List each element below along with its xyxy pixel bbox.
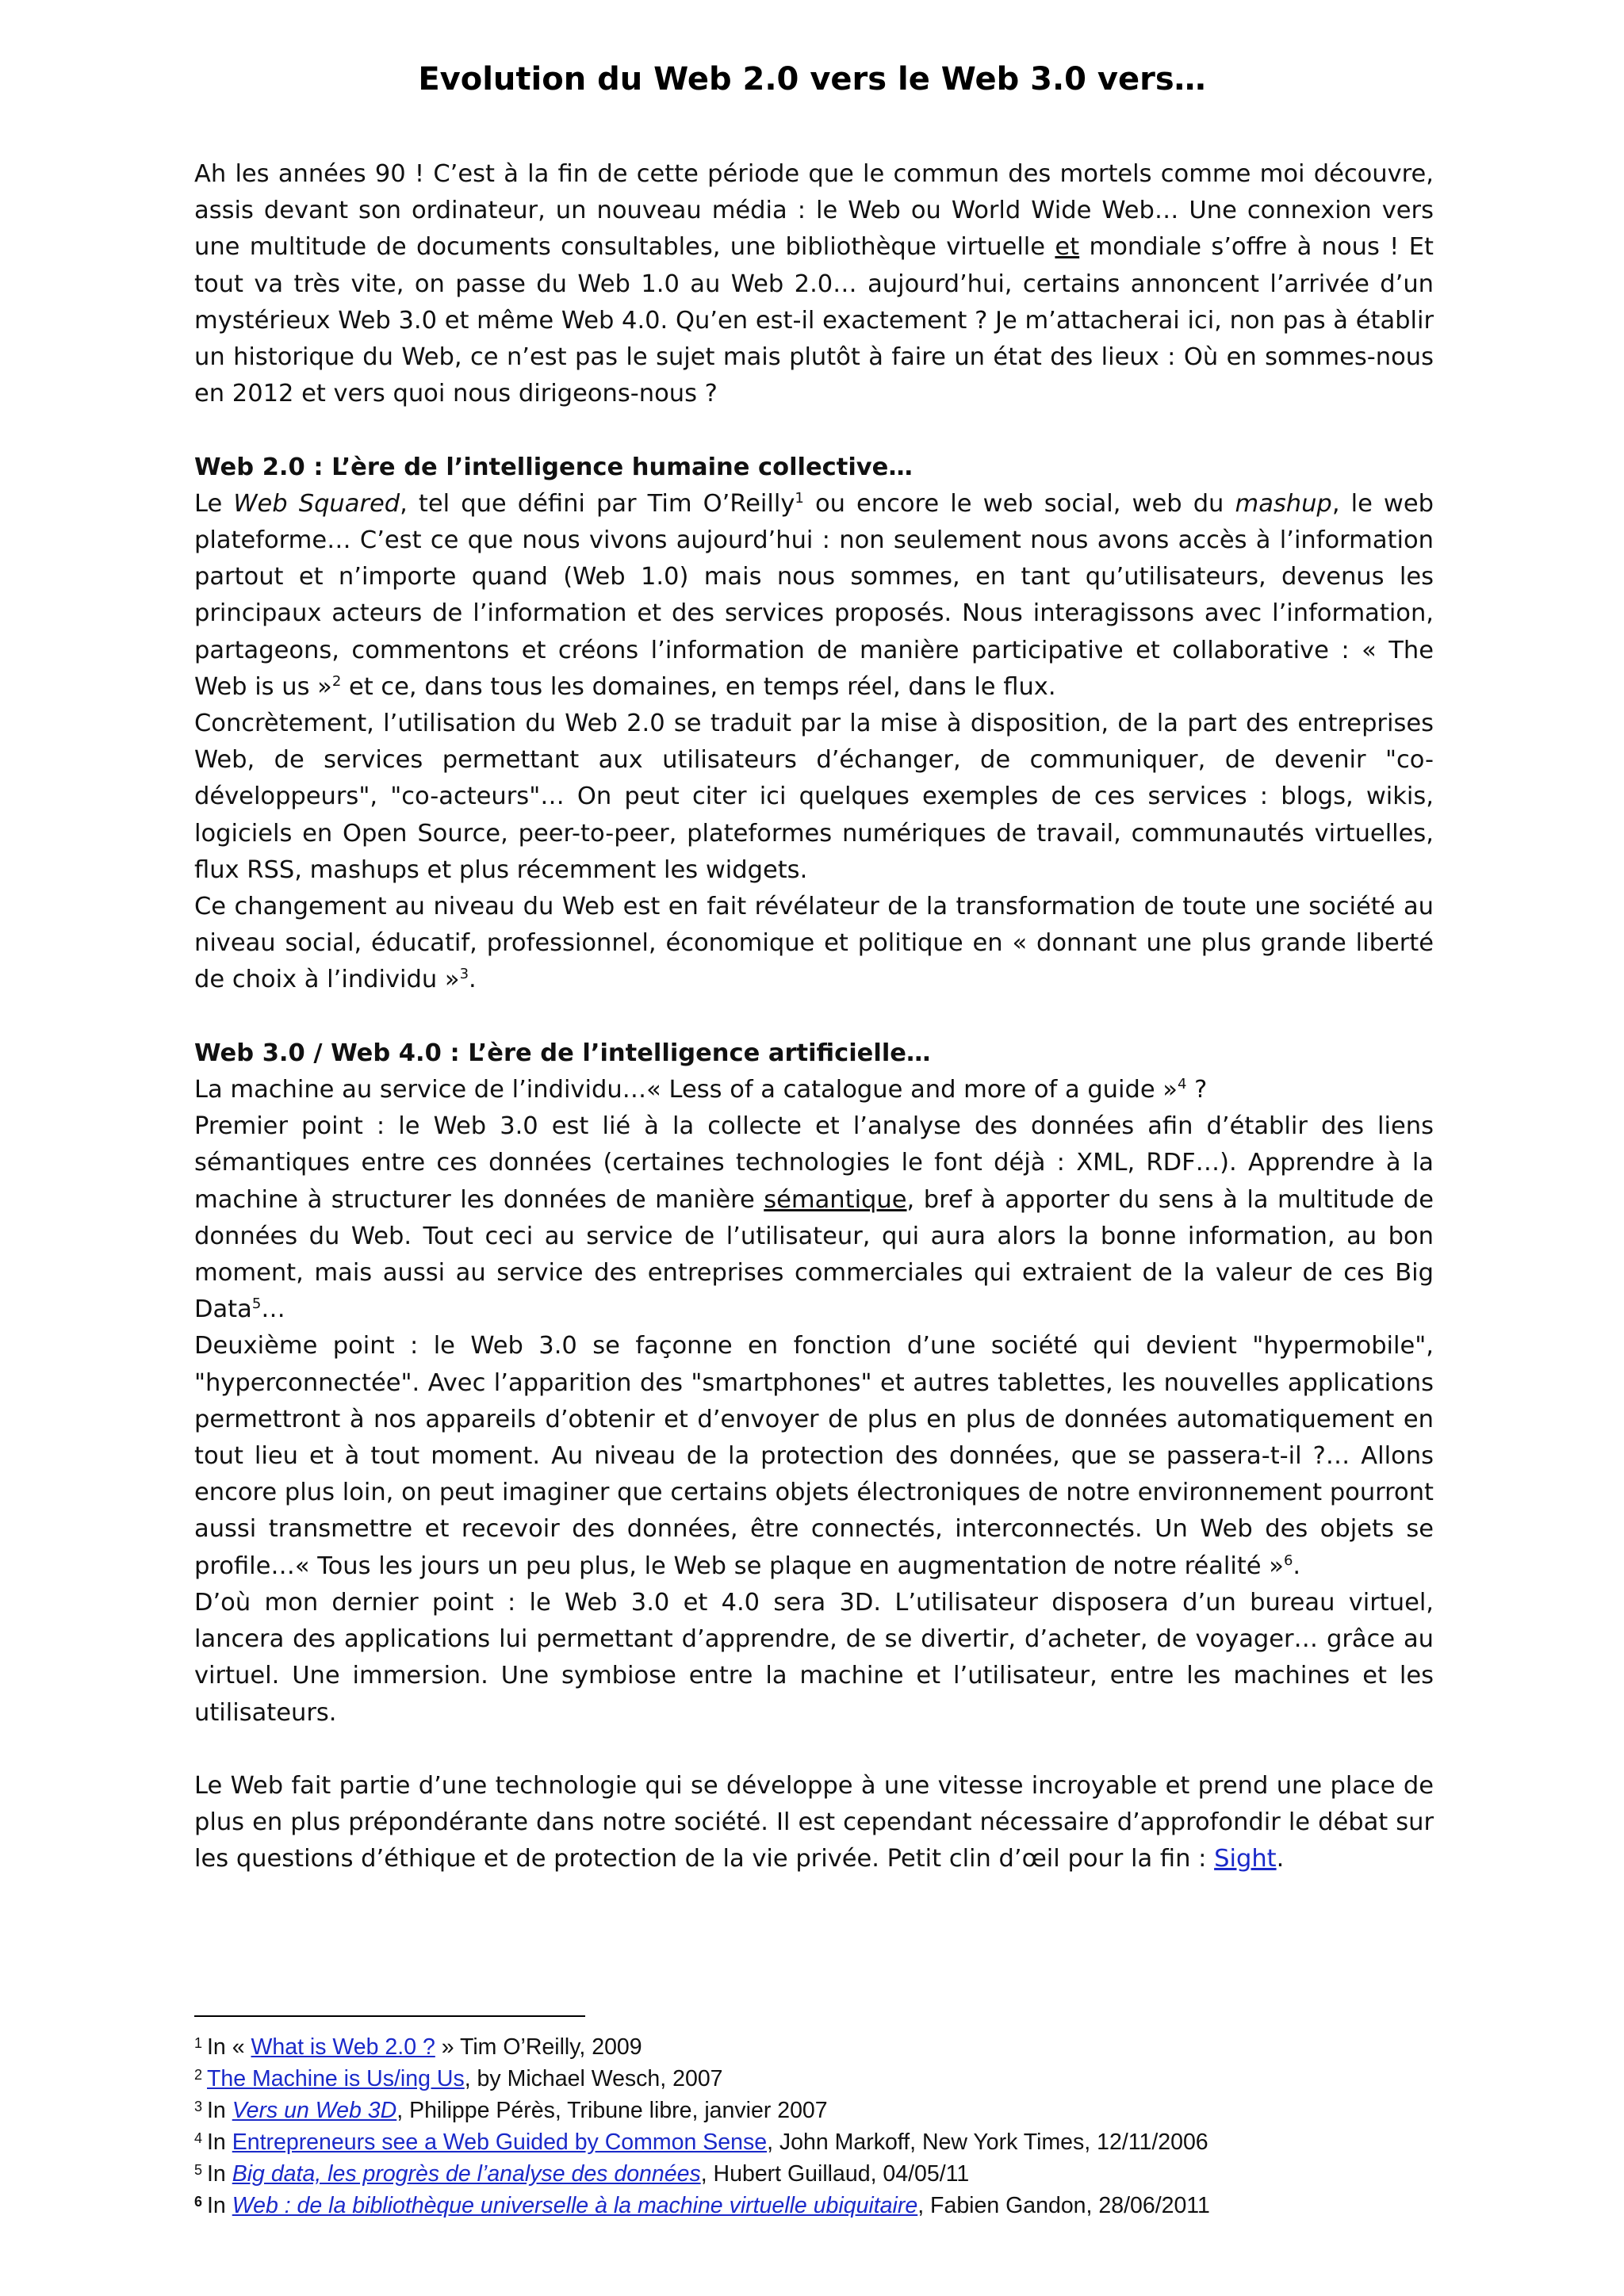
footnote-link-4[interactable]: Entrepreneurs see a Web Guided by Common Sense [232, 2130, 768, 2155]
web2-paragraph-2: Concrètement, l’utilisation du Web 2.0 se traduit par la mise à disposition, de la part des entreprises Web, de services permettant aux utilisateurs d’échanger, de communiquer, de devenir "co-développeurs", "co-acteurs"… On peut citer ici quelques exemples de ces services : blogs, wikis, logiciels en Open Source, peer-to-peer, plateformes numériques de travail, communautés virtuelles, flux RSS, mashups et plus récemment les widgets. [194, 710, 1434, 884]
footnote-link-5[interactable]: Big data, les progrès de l’analyse des données [232, 2161, 701, 2187]
conclusion-paragraph: Le Web fait partie d’une technologie qui se développe à une vitesse incroyable et prend une place de plus en plus prépondérante dans notre société. Il est cependant nécessaire d’approfondir le débat sur les questions d’éthique et de protection de la vie privée. Petit clin d’œil pour la fin : Sight. [194, 1771, 1434, 1873]
footnote-3: $^3$ In Vers un Web 3D, Philippe Pérès, Tribune libre, janvier 2007 [194, 2098, 828, 2123]
footnote-link-2[interactable]: The Machine is Us/ing Us [207, 2066, 465, 2091]
footnote-6: $^6$ In Web : de la bibliothèque universelle à la machine virtuelle ubiquitaire, Fabien Gandon, 28/06/2011 [194, 2193, 1210, 2218]
section-heading-web3: Web 3.0 / Web 4.0 : L’ère de l’intelligence artificielle… [194, 1039, 931, 1067]
web3-paragraph-2: Premier point : le Web 3.0 est lié à la collecte et l’analyse des données afin d’établir des liens sémantiques entre ces données (certaines technologies le font déjà : XML, RDF…). Apprendre à la machine à structurer les données de manière sémantique, bref à apporter du sens à la multitude de données du Web. Tout ceci au service de l’utilisateur, qui aura alors la bonne information, au bon moment, mais aussi au service des entreprises commerciales qui extraient de la valeur de ces Big Data$^5$… [194, 1112, 1434, 1324]
footnote-4: $^4$ In Entrepreneurs see a Web Guided by Common Sense, John Markoff, New York Times, 12/11/2006 [194, 2130, 1208, 2155]
footnotes [194, 2031, 1463, 2221]
sight-link[interactable]: Sight [1214, 1845, 1277, 1873]
web3-paragraph-4: D’où mon dernier point : le Web 3.0 et 4.0 sera 3D. L’utilisateur disposera d’un bureau virtuel, lancera des applications lui permettant d’apprendre, de se divertir, d’acheter, de voyager… grâce au virtuel. Une immersion. Une symbiose entre la machine et l’utilisateur, entre les machines et les utilisateurs. [194, 1588, 1434, 1727]
footnote-separator [194, 2015, 585, 2017]
footnote-5: $^5$ In Big data, les progrès de l’analyse des données, Hubert Guillaud, 04/05/11 [194, 2161, 970, 2187]
footnote-2: $^2$ The Machine is Us/ing Us, by Michael Wesch, 2007 [194, 2066, 723, 2091]
page-title: Evolution du Web 2.0 vers le Web 3.0 vers… [418, 60, 1206, 98]
footnote-link-3[interactable]: Vers un Web 3D [232, 2098, 397, 2123]
web2-paragraph-3: Ce changement au niveau du Web est en fait révélateur de la transformation de toute une société au niveau social, éducatif, professionnel, économique et politique en « donnant une plus grande liberté de choix à l’individu »$^3$. [194, 893, 1434, 994]
footnote-1: $^1$ In « What is Web 2.0 ? » Tim O’Reilly, 2009 [194, 2034, 642, 2060]
web3-paragraph-1: La machine au service de l’individu…« Less of a catalogue and more of a guide »$^4$ ? [194, 1075, 1208, 1104]
footnote-link-1[interactable]: What is Web 2.0 ? [251, 2034, 435, 2060]
intro-paragraph: Ah les années 90 ! C’est à la fin de cette période que le commun des mortels comme moi découvre, assis devant son ordinateur, un nouveau média : le Web ou World Wide Web… Une connexion vers une multitude de documents consultables, une bibliothèque virtuelle et mondiale s’offre à nous ! Et tout va très vite, on passe du Web 1.0 au Web 2.0… aujourd’hui, certains annoncent l’arrivée d’un mystérieux Web 3.0 et même Web 4.0. Qu’en est-il exactement ? Je m’attacherai ici, non pas à établir un historique du Web, ce n’est pas le sujet mais plutôt à faire un état des lieux : Où en sommes-nous en 2012 et vers quoi nous dirigeons-nous ? [194, 160, 1434, 408]
web2-paragraph-1: Le Web Squared, tel que défini par Tim O’Reilly$^1$ ou encore le web social, web du mashup, le web plateforme… C’est ce que nous vivons aujourd’hui : non seulement nous avons accès à l’information partout et n’importe quand (Web 1.0) mais nous sommes, en tant qu’utilisateurs, devenus les principaux acteurs de l’information et des services proposés. Nous interagissons avec l’information, partageons, commentons et créons l’information de manière participative et collaborative : « The Web is us »$^2$ et ce, dans tous les domaines, en temps réel, dans le flux. [194, 489, 1434, 701]
section-heading-web2: Web 2.0 : L’ère de l’intelligence humaine collective… [194, 453, 913, 481]
web3-paragraph-3: Deuxième point : le Web 3.0 se façonne en fonction d’une société qui devient "hypermobile", "hyperconnectée". Avec l’apparition des "smartphones" et autres tablettes, les nouvelles applications permettront à nos appareils d’obtenir et d’envoyer de plus en plus de données automatiquement en tout lieu et à tout moment. Au niveau de la protection des données, que se passera-t-il ?… Allons encore plus loin, on peut imaginer que certains objets électroniques de notre environnement pourront aussi transmettre et recevoir des données, être connectés, interconnectés. Un Web des objets se profile…« Tous les jours un peu plus, le Web se plaque en augmentation de notre réalité »$^6$. [194, 1332, 1434, 1580]
conclusion-text: Le Web fait partie d’une technologie qui se développe à une vitesse incroyable et prend une place de plus en plus prépondérante dans notre société. Il est cependant nécessaire d’approfondir le débat sur les questions d’éthique et de protection de la vie privée. Petit clin d’œil pour la fin : [194, 1771, 1434, 1873]
footnote-link-6[interactable]: Web : de la bibliothèque universelle à la machine virtuelle ubiquitaire [232, 2193, 918, 2218]
article-body [194, 156, 1434, 1878]
